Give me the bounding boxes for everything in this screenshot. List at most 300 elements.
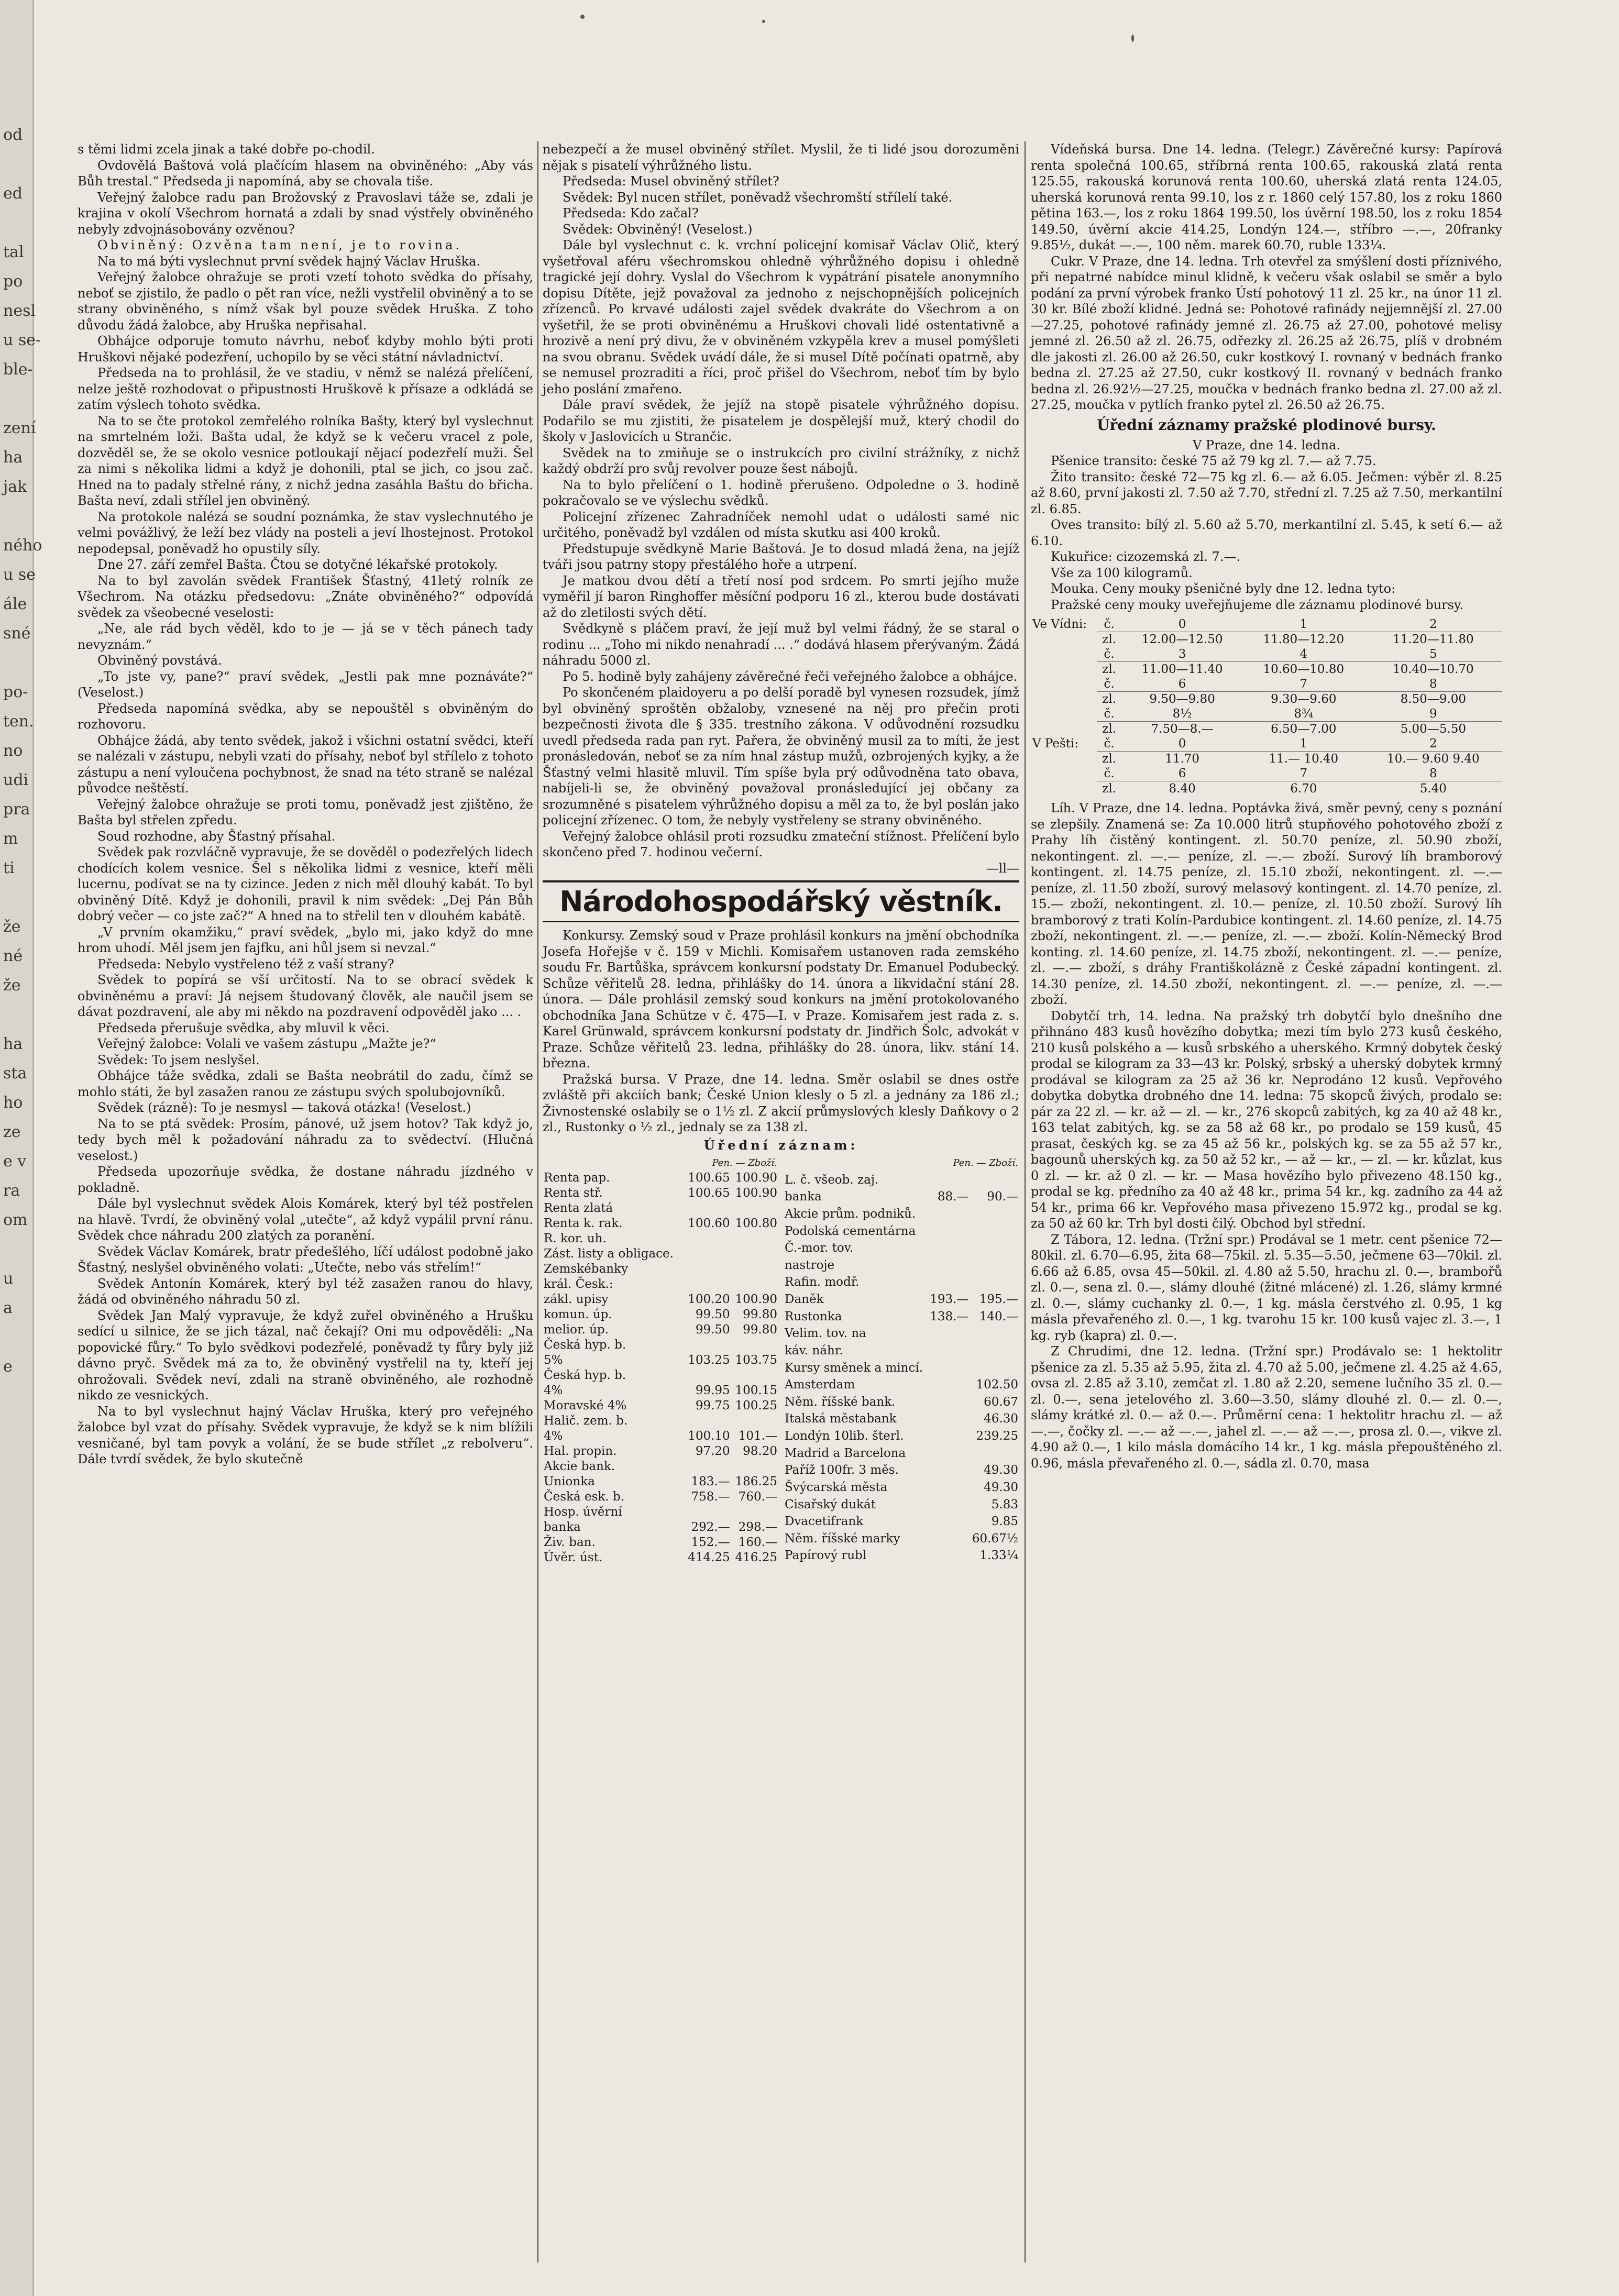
paragraph: Na to byl zavolán svědek František Šťastný, 41letý rolník ze Všechrom. Na otázku předsedovu: „Znáte obviněného?“ odpovídá svědek za všeobecné veselosti: bbox=[78, 573, 533, 620]
section-heading: Národohospodářský věstník. bbox=[543, 880, 1019, 922]
row-value: 9.85 bbox=[991, 1515, 1018, 1529]
row-value: 183.— bbox=[691, 1475, 730, 1488]
paragraph: Svědek: Obviněný! (Veselost.) bbox=[563, 222, 753, 237]
paragraph: Předseda: Nebylo vystřeleno též z vaší strany? bbox=[97, 956, 394, 972]
row-label: 4% bbox=[544, 1429, 563, 1443]
paragraph: Policejní zřízenec Zahradníček nemohl udat o události samé nic určitého, poněvadž byl vzdálen od místa skutku asi 400 kroků. bbox=[543, 509, 1019, 540]
row-label: Akcie prům. podniků. bbox=[785, 1207, 916, 1221]
row-value: 2 bbox=[1429, 617, 1437, 631]
row-value: 5.83 bbox=[991, 1497, 1018, 1511]
row-label: Dvacetifrank bbox=[785, 1515, 864, 1529]
row-value: 298.— bbox=[738, 1520, 777, 1534]
row-label: Italská městabank bbox=[785, 1412, 897, 1426]
row-value bbox=[970, 1446, 1019, 1463]
row-value: 11.70 bbox=[1121, 752, 1243, 767]
row-unit: č. bbox=[1104, 767, 1115, 780]
paragraph: Předseda na to prohlásil, že ve stadiu, v němž se nalézá přelíčení, nelze ještě rozhodovat o připustnosti Hruškově k přísaze a odkládá se zatím výslech tohoto svědka. bbox=[78, 366, 533, 412]
flour-row bbox=[1031, 692, 1502, 707]
quote-row bbox=[784, 1275, 1019, 1292]
paragraph: „V prvním okamžiku,“ praví svědek, „bylo mi, jako když do mne hrom uhodí. Měl jsem jen fajfku, ani hůl jsem si nevzal.“ bbox=[78, 924, 533, 955]
row-value: 5.00—5.50 bbox=[1364, 722, 1502, 737]
row-spacer bbox=[1031, 692, 1097, 707]
row-value bbox=[684, 1246, 731, 1262]
row-value: 6.70 bbox=[1243, 781, 1364, 797]
paragraph: Konkursy. Zemský soud v Praze prohlásil konkurs na jmění obchodníka Josefa Hořejše v č. 159 v Michli. Komisařem ustanoven rada zemského soudu Fr. Bartůška, správcem konkursní podstaty Dr. Emanuel Podubecký. Schůze věřitelů 28. ledna, přihlášky do 14. února a likvidační stání 28. února. — Dále prohlásil zemský soud konkurs na jmění protokolovaného obchodníka Jana Schütze v č. 475—I. v Praze. Komisařem jest rada z. s. Karel Grünwald, správcem konkursní podstaty dr. Jindřich Šolc, advokát v Praze. Schůze věřitelů 23. ledna, přihlášky do 28. února, likv. stání 14. března. bbox=[543, 928, 1019, 1070]
row-value: 11.20—11.80 bbox=[1364, 632, 1502, 647]
quote-row bbox=[784, 1446, 1019, 1463]
quote-row bbox=[784, 1241, 1019, 1258]
row-value bbox=[731, 1231, 778, 1246]
row-value: 760.— bbox=[738, 1490, 777, 1504]
row-label: Kursy směnek a mincí. bbox=[785, 1361, 923, 1375]
row-value: 100.65 bbox=[688, 1186, 730, 1200]
row-value bbox=[928, 1429, 970, 1446]
paragraph: Na to se ptá svědek: Prosím, pánové, už jsem hotov? Tak když jo, tedy bych měl k požadování náhradu za to svědectví. (Hlučná veselost.) bbox=[78, 1116, 533, 1163]
row-value: 758.— bbox=[691, 1490, 730, 1504]
quote-row bbox=[784, 1224, 1019, 1241]
row-value: 10.60—10.80 bbox=[1243, 662, 1364, 677]
row-value bbox=[970, 1241, 1019, 1258]
row-label: Madrid a Barcelona bbox=[785, 1446, 906, 1460]
row-label: zákl. upisy bbox=[544, 1293, 609, 1306]
adjacent-page-edge bbox=[0, 0, 42, 2296]
paragraph: Předstupuje svědkyně Marie Baštová. Je to dosud mladá žena, na jejíž tváři jsou patrny stopy přestálého hoře a utrpení. bbox=[543, 541, 1019, 572]
row-value: 7.50—8.— bbox=[1121, 722, 1243, 737]
row-label: R. kor. uh. bbox=[544, 1232, 607, 1245]
row-value bbox=[684, 1277, 731, 1292]
row-value: 60.67½ bbox=[972, 1531, 1018, 1546]
row-value: 414.25 bbox=[688, 1551, 730, 1564]
paragraph: Na to se čte protokol zemřelého rolníka Bašty, který byl vyslechnut na smrtelném loži. Bašta udal, že když se k večeru vracel z pole, dozvěděl se, že se okolo vesnice potloukají nějací podezřelí muži. Šel za nimi s několika lidmi a když je dohonili, ptal se jich, co jsou zač. Hned na to padaly střelné rány, z nichž jedna zasáhla Baštu do břicha. Bašta neví, zdali střílel jen obviněný. bbox=[78, 413, 533, 508]
paragraph: Předseda přerušuje svědka, aby mluvil k věci. bbox=[97, 1020, 390, 1035]
dateline: V Praze, dne 14. ledna. bbox=[1192, 437, 1341, 452]
row-unit: č. bbox=[1104, 677, 1115, 691]
row-value: 152.— bbox=[691, 1536, 730, 1549]
row-value bbox=[684, 1459, 731, 1474]
paragraph: Po skončeném plaidoyeru a po delší poradě byl vynesen rozsudek, jímž byl obviněný sproštěn obžaloby, vznesené na něj pro přečin proti bezpečnosti života dle § 335. trestního zákona. V odůvodnění rozsudku uvedl předseda rada pan ryt. Pařera, že obviněný musil za to míti, že jest pronásledován, neboť se za ním hnal zástup mužů, ozbrojených kyjky, a že Šťastný velmi hlasitě mluvil. Tím spíše byla prý odůvodněna tato obava, nabíjeli-li se, že obviněný považoval pronásledující jej občany za srozumněné s pisatelem výhrůžného dopisu a měl za to, že byl poslán jako policejní zřízenec. O tom, že nebyly vystřeleny se strany obviněného. bbox=[543, 685, 1019, 827]
paragraph: Vídeňská bursa. Dne 14. ledna. (Telegr.) Závěrečné kursy: Papírová renta společná 100.65, stříbrná renta 100.65, rakouská zlatá renta 125.55, rakouská korunová renta 100.60, uherská zlatá renta 124.05, uherská korunová renta 99.10, los z r. 1860 celý 157.80, los z roku 1860 pětina 163.—, los z roku 1864 199.50, los úvěrní 198.50, los z roku 1854 149.50, úvěrní akcie 414.25, Londýn 124.—, stříbro —.—, 20franky 9.85½, dukát —.—, 100 něm. marek 60.70, ruble 133¼. bbox=[1031, 142, 1502, 252]
quote-row bbox=[784, 1548, 1019, 1565]
row-value bbox=[684, 1414, 731, 1429]
paragraph: Obhájce žádá, aby tento svědek, jakož i všichni ostatní svědci, kteří se nalézali v zástupu, nebyli vzati do přísahy, neboť byl střílelo z tohoto zástupu a není vyloučena pochybnost, že snad na této straně se nalézal původce neštěstí. bbox=[78, 733, 533, 796]
row-value bbox=[731, 1459, 778, 1474]
quote-row bbox=[784, 1411, 1019, 1429]
row-spacer bbox=[1031, 677, 1097, 692]
row-value bbox=[731, 1277, 778, 1292]
flour-row bbox=[1031, 781, 1502, 797]
row-value: 2 bbox=[1429, 737, 1437, 750]
paragraph: Dále byl vyslechnut svědek Alois Komárek, který byl též postřelen na hlavě. Tvrdí, že obviněný volal „utečte“, až když vypálil první ránu. Svědek chce náhradu 200 zlatých za poranění. bbox=[78, 1196, 533, 1243]
paragraph: Oves transito: bílý zl. 5.60 až 5.70, merkantilní zl. 5.45, k setí 6.— až 6.10. bbox=[1031, 517, 1502, 548]
row-value bbox=[928, 1480, 970, 1497]
row-value: 1.33¼ bbox=[979, 1549, 1018, 1563]
row-label: Velim. tov. na bbox=[785, 1327, 866, 1341]
row-unit: zl. bbox=[1097, 722, 1121, 737]
row-value: 8¾ bbox=[1294, 707, 1314, 721]
row-value bbox=[928, 1343, 970, 1361]
row-value bbox=[928, 1548, 970, 1565]
budapest-label: V Pešti: bbox=[1032, 737, 1079, 751]
row-spacer bbox=[1031, 781, 1097, 797]
row-value: 100.10 bbox=[688, 1429, 730, 1443]
row-label: Č.-mor. tov. bbox=[785, 1241, 854, 1255]
quote-row bbox=[543, 1353, 778, 1368]
row-value: 138.— bbox=[930, 1309, 969, 1323]
row-value bbox=[970, 1173, 1019, 1190]
row-label: Česká hyp. b. bbox=[544, 1338, 626, 1352]
row-value: 88.— bbox=[937, 1190, 969, 1204]
row-label: Česká hyp. b. bbox=[544, 1368, 626, 1382]
vienna-label: Ve Vídni: bbox=[1032, 617, 1087, 632]
paragraph: Na to byl vyslechnut hajný Václav Hruška, který pro veřejného žalobce byl vzat do přísahy. Svědek vypravuje, že když se k nim blížili vesničané, byl tam povyk a volání, že se bude střílet „z rebolveru“. Dále tvrdí svědek, že bylo skutečně bbox=[78, 1404, 533, 1466]
row-value: 49.30 bbox=[984, 1480, 1018, 1494]
row-value bbox=[684, 1231, 731, 1246]
row-value: 102.50 bbox=[976, 1378, 1018, 1392]
row-spacer bbox=[1031, 662, 1097, 677]
column-3 bbox=[1031, 141, 1502, 2262]
row-label: Renta zlatá bbox=[544, 1201, 613, 1215]
column-rule bbox=[537, 141, 538, 2262]
row-value bbox=[970, 1224, 1019, 1241]
row-value: 6.50—7.00 bbox=[1243, 722, 1364, 737]
row-value bbox=[970, 1343, 1019, 1361]
row-label: Daněk bbox=[785, 1293, 824, 1306]
row-value: 99.50 bbox=[695, 1323, 730, 1337]
quote-row bbox=[543, 1368, 778, 1383]
paragraph: Obhájce táže svědka, zdali se Bašta neobrátil do zadu, čímž se mohlo státi, že byl zasažen ranou ze zástupu svých spolubojovníků. bbox=[78, 1068, 533, 1099]
paragraph: Soud rozhodne, aby Šťastný přísahal. bbox=[97, 829, 336, 844]
row-unit: zl. bbox=[1097, 662, 1121, 677]
paragraph: Z Tábora, 12. ledna. (Tržní spr.) Prodával se 1 metr. cent pšenice 72—80kil. zl. 6.70—6.95, žita 68—75kil. zl. 5.35—5.50, ječmene 63—70kil. zl. 6.66 až 6.85, ovsa 45—50kil. zl. 4.80 až 5.50, hrachu zl. 0.—, brambořů zl. 0.—, sena zl. 0.—, slámy dlouhé (žitné mlácené) zl. 1.26, slámy krmné zl. 0.—, slámy cuchanky zl. 0.—, 1 kg. másla čerstvého zl. 0.95, 1 kg másla převařeného zl. 0.—, 1 kg. tvarohu 15 kr. 100 kusů vajec zl. 3.—, 1 kg. ryb (kapra) zl. 0.—. bbox=[1031, 1232, 1502, 1343]
quote-row bbox=[784, 1531, 1019, 1549]
row-value: 416.25 bbox=[735, 1551, 777, 1564]
row-value: 99.80 bbox=[743, 1323, 777, 1337]
row-value bbox=[731, 1505, 778, 1520]
quote-row bbox=[784, 1497, 1019, 1515]
row-value bbox=[928, 1361, 970, 1378]
row-value: 160.— bbox=[738, 1536, 777, 1549]
quote-row bbox=[543, 1216, 778, 1231]
row-value: 9 bbox=[1429, 707, 1437, 721]
row-label: komun. úp. bbox=[544, 1308, 612, 1321]
row-unit: č. bbox=[1104, 617, 1115, 631]
paragraph: Veřejný žalobce: Volali ve vašem zástupu „Mažte je?“ bbox=[97, 1036, 436, 1051]
row-spacer bbox=[1031, 766, 1097, 781]
row-value: 99.80 bbox=[743, 1308, 777, 1321]
row-spacer bbox=[1031, 647, 1097, 662]
quote-row bbox=[543, 1201, 778, 1216]
quotes-table-left bbox=[543, 1155, 778, 1565]
quote-row bbox=[543, 1186, 778, 1201]
row-label: Paříž 100fr. 3 měs. bbox=[785, 1463, 899, 1477]
paragraph: Na to má býti vyslechnut první svědek hajný Václav Hruška. bbox=[97, 253, 481, 269]
row-label: Unionka bbox=[544, 1475, 595, 1488]
paragraph: s těmi lidmi zcela jinak a také dobře po-chodil. bbox=[78, 142, 375, 157]
paragraph: Svědek to popírá se vší určitostí. Na to se obrací svědek k obviněnému a praví: Já nejsem študovaný člověk, ale naučil jsem se dávat pozdravení, ale aby mi někdo na pozdravení odpověděl jako ... . bbox=[78, 973, 533, 1019]
row-label: Renta stř. bbox=[544, 1186, 603, 1200]
row-value bbox=[731, 1201, 778, 1216]
row-value bbox=[928, 1224, 970, 1241]
row-label: banka bbox=[785, 1190, 822, 1204]
row-label: L. č. všeob. zaj. bbox=[785, 1173, 879, 1187]
row-value: 9.50—9.80 bbox=[1121, 692, 1243, 707]
row-label: Něm. říšské marky bbox=[785, 1531, 900, 1546]
row-value bbox=[928, 1514, 970, 1531]
paragraph: Mouka. Ceny mouky pšeničné byly dne 12. ledna tyto: bbox=[1051, 581, 1396, 596]
quote-row bbox=[543, 1474, 778, 1489]
quote-row bbox=[784, 1480, 1019, 1497]
row-value: 8 bbox=[1429, 677, 1437, 691]
row-value: 6 bbox=[1178, 767, 1186, 780]
quote-row bbox=[543, 1262, 778, 1277]
quotes-tables bbox=[543, 1155, 1019, 1565]
row-value bbox=[684, 1368, 731, 1383]
speck bbox=[580, 15, 585, 19]
row-value: 12.00—12.50 bbox=[1121, 632, 1243, 647]
row-label: Moravské 4% bbox=[544, 1399, 627, 1412]
row-value: 100.90 bbox=[735, 1186, 777, 1200]
row-value: 97.20 bbox=[695, 1444, 730, 1458]
column-2 bbox=[543, 141, 1019, 2262]
paragraph: Předseda: Kdo začal? bbox=[563, 206, 699, 220]
row-value: 8 bbox=[1429, 767, 1437, 780]
flour-row bbox=[1031, 707, 1502, 722]
row-unit: č. bbox=[1104, 647, 1115, 661]
row-value bbox=[928, 1463, 970, 1480]
quote-row bbox=[784, 1361, 1019, 1378]
quotes-table-title: Úřední záznam: bbox=[703, 1137, 858, 1153]
row-label: 5% bbox=[544, 1353, 563, 1367]
row-value: 4 bbox=[1299, 647, 1308, 661]
paragraph: Svědek Václav Komárek, bratr předešlého, líčí událost podobně jako Šťastný, neslyšel obviněného volati: „Utečte, nebo vás střelím!“ bbox=[78, 1244, 533, 1275]
paragraph: Na to bylo přelíčení o 1. hodině přerušeno. Odpoledne o 3. hodině pokračovalo se ve výslechu svědků. bbox=[543, 477, 1019, 508]
row-value: 3 bbox=[1178, 647, 1186, 661]
quote-row bbox=[784, 1514, 1019, 1531]
paragraph: Svědek: Byl nucen střílet, poněvadž všechromští střílelí také. bbox=[563, 190, 953, 205]
paragraph: „Ne, ale rád bych věděl, kdo to je — já se v těch pánech tady nevyznám.“ bbox=[78, 621, 533, 652]
row-value: 11.— 10.40 bbox=[1243, 752, 1364, 767]
row-value: 6 bbox=[1178, 677, 1186, 691]
row-label: Švýcarská města bbox=[785, 1480, 888, 1494]
speck bbox=[1131, 35, 1134, 42]
row-value: 99.75 bbox=[695, 1399, 730, 1412]
quote-row bbox=[543, 1429, 778, 1444]
row-value bbox=[928, 1275, 970, 1292]
paragraph: Cukr. V Praze, dne 14. ledna. Trh otevřel za smýšlení dosti příznivého, při nepatrné nabídce minul klidně, k večeru však oslabil se směr a bylo podání za první výrobek franko Ústí pohotový 11 zl. 25 kr., na únor 11 zl. 30 kr. Bílé zboží klidné. Jedná se: Pohotové rafinády nejjemnější zl. 27.00—27.25, pohotové rafinády jemné zl. 26.75 až 27.00, pohotové melisy jemné zl. 26.50 až zl. 26.75, odřezky zl. 26.25 až 26.75, plíš v drobném dle jakosti zl. 26.00 až 26.50, cukr kostkový I. rovnaný v bednách franko bedna zl. 27.25 až 27.50, cukr kostkový II. rovnaný v bednách franko bedna zl. 26.92½—27.25, moučka v bednách franko bedna zl. 27.00 až zl. 27.25, moučka v pytlích franko pytel zl. 26.50 až 26.75. bbox=[1031, 253, 1502, 412]
paragraph: Svědek (rázně): To je nesmysl — taková otázka! (Veselost.) bbox=[97, 1100, 471, 1115]
paragraph: Dobytčí trh, 14. ledna. Na pražský trh dobytčí bylo dnešního dne přihnáno 483 kusů hovězího dobytka; mezi tím bylo 273 kusů českého, 210 kusů polského a — kusů srbského a uherského. Krmný dobytek český prodal se kilogram za 33—43 kr. Polský, srbský a uherský dobytek krmný prodával se kilogram za 25 až 36 kr. Neprodáno 12 kusů. Vepřového dobytka dobytka drobného dne 14. ledna: 75 skopců živých, prodalo se: pár za 22 zl. — kr. až — zl. — kr., 276 skopců zabitých, kg za 40 až 48 kr., 163 telat zabitých, kg. se za 58 až 68 kr., po prodalo se 159 kusů, 45 prasat, českých kg. se za 45 až 56 kr., polských kg. se za 55 až 57 kr., bagounů uherských kg. za 50 až 52 kr., — až — kr., — zl. — kr. kůzlat, kus 0 zl. — kr. až 0 zl. — kr. — Masa hovězího bylo přivezeno 48.150 kg., prodal se kg. předního za 40 až 48 kr., prima 54 kr., kg. zadního za 44 až 54 kr., prima 66 kr. Vepřového masa přivezeno 15.972 kg., prodal se kg. za 50 až 60 kr. Trh byl dosti čilý. Obchod byl střední. bbox=[1031, 1008, 1502, 1231]
row-label: Cisařský dukát bbox=[785, 1497, 876, 1511]
row-value: 1 bbox=[1299, 617, 1308, 631]
row-value bbox=[928, 1411, 970, 1429]
row-label: Londýn 10lib. šterl. bbox=[785, 1429, 904, 1443]
row-unit: zl. bbox=[1097, 781, 1121, 797]
row-label: Zást. listy a obligace. bbox=[544, 1247, 674, 1261]
row-label: Zemskébanky bbox=[544, 1262, 628, 1276]
quote-row bbox=[784, 1463, 1019, 1480]
row-label: Halič. zem. b. bbox=[544, 1414, 628, 1428]
row-value: 100.90 bbox=[735, 1293, 777, 1306]
quote-row bbox=[784, 1173, 1019, 1190]
row-value bbox=[970, 1361, 1019, 1378]
quote-row bbox=[543, 1459, 778, 1474]
row-spacer bbox=[1031, 707, 1097, 722]
row-value bbox=[731, 1368, 778, 1383]
row-value: 292.— bbox=[691, 1520, 730, 1534]
row-label: Podolská cementárna bbox=[785, 1224, 916, 1238]
row-label: Amsterdam bbox=[785, 1378, 855, 1392]
paragraph: Vše za 100 kilogramů. bbox=[1051, 565, 1193, 580]
paragraph: Pražské ceny mouky uveřejňujeme dle záznamu plodinové bursy. bbox=[1051, 597, 1463, 612]
flour-row bbox=[1031, 766, 1502, 781]
row-value: 10.— 9.60 9.40 bbox=[1364, 752, 1502, 767]
row-value: 9.30—9.60 bbox=[1243, 692, 1364, 707]
quote-row bbox=[543, 1307, 778, 1322]
quotes-header: Pen. — Zboží. bbox=[712, 1157, 777, 1168]
row-label: Renta pap. bbox=[544, 1171, 610, 1185]
row-value: 103.75 bbox=[735, 1353, 777, 1367]
paragraph: nebezpečí a že musel obviněný střílet. Myslil, že ti lidé jsou dorozuměni nějak s pisatelí výhrůžného listu. bbox=[543, 142, 1019, 173]
row-value: 98.20 bbox=[743, 1444, 777, 1458]
quotes-table-right bbox=[784, 1155, 1019, 1565]
row-value bbox=[970, 1326, 1019, 1343]
flour-row bbox=[1031, 722, 1502, 737]
paragraph: Veřejný žalobce ohlásil proti rozsudku zmateční stížnost. Přelíčení bylo skončeno před 7. hodinou večerní. bbox=[543, 829, 1019, 859]
quote-row bbox=[543, 1520, 778, 1535]
paragraph: Žito transito: české 72—75 kg zl. 6.— až 6.05. Ječmen: výběr zl. 8.25 až 8.60, první jakosti zl. 7.50 až 7.70, střední zl. 7.25 až 7.50, merkantilní zl. 6.85. bbox=[1031, 469, 1502, 516]
row-value bbox=[970, 1275, 1019, 1292]
row-value: 100.80 bbox=[735, 1217, 777, 1230]
row-spacer bbox=[1031, 752, 1097, 767]
quotes-header: Pen. — Zboží. bbox=[953, 1157, 1018, 1168]
paragraph: Svědek Antonín Komárek, který byl též zasažen ranou do hlavy, žádá od obviněného náhradu 50 zl. bbox=[78, 1276, 533, 1307]
row-value bbox=[928, 1173, 970, 1190]
paragraph: Předseda napomíná svědka, aby se nepouštěl s obviněným do rozhovoru. bbox=[78, 701, 533, 732]
paragraph: Ovdovělá Baštová volá plačícím hlasem na obviněného: „Aby vás Bůh trestal.“ Předseda ji napomíná, aby se chovala tiše. bbox=[78, 158, 533, 189]
row-value: 100.90 bbox=[735, 1171, 777, 1185]
quote-row bbox=[543, 1171, 778, 1186]
row-value: 11.00—11.40 bbox=[1121, 662, 1243, 677]
paragraph: Pražská bursa. V Praze, dne 14. ledna. Směr oslabil se dnes ostře zvláště při akciích bank; České Union klesly o 5 zl. a jednány za 186 zl.; Živnostenské oslabily se o 1½ zl. Z akcií průmyslových klesly Daňkovy o 2 zl., Rustonky o ½ zl., jednaly se za 138 zl. bbox=[543, 1072, 1019, 1134]
row-value bbox=[731, 1262, 778, 1277]
paragraph: Veřejný žalobce radu pan Brožovský z Pravoslavi táže se, zdali je krajina v okolí Všechrom hornatá a zdali by snad výstřely obviněného nebyly zdvojnásobovány ozvěnou? bbox=[78, 190, 533, 237]
row-label: 4% bbox=[544, 1384, 563, 1397]
quote-row bbox=[543, 1550, 778, 1565]
paragraph: Obviněný: Ozvěna tam není, je to rovina. bbox=[97, 238, 462, 252]
row-label: král. Česk.: bbox=[544, 1277, 613, 1291]
row-value bbox=[928, 1326, 970, 1343]
flour-row bbox=[1031, 752, 1502, 767]
paragraph: Svědek pak rozvláčně vypravuje, že se dověděl o podezřelých lidech chodících kolem vesnice. Šel s několika lidmi z vesnice, kteří měli lucernu, podívat se na ty cizince. Jeden z nich měl dlouhý kabát. To byl obviněný Dítě. Když je dohonili, pravil k nim svědek: „Dej Pán Bůh dobrý večer — co jste zač?“ A hned na to střelil ten v dlouhém kabátě. bbox=[78, 845, 533, 923]
quote-row bbox=[543, 1398, 778, 1414]
row-value: 5 bbox=[1429, 647, 1437, 661]
paragraph: Z Chrudimi, dne 12. ledna. (Tržní spr.) Prodávalo se: 1 hektolitr pšenice za zl. 5.35 až 5.95, žita zl. 4.70 až 5.00, ječmene zl. 4.25 až 4.65, ovsa zl. 2.85 až 3.10, zemčat zl. 1.80 až 2.20, semene lučního 35 zl. 0.— zl. 0.—, sena jetelového zl. 3.60—3.50, slámy dlouhé zl. 0.— zl. 0.—, slámy krátké zl. 0.— až 0.—. Průměrní cena: 1 hektolitr hrachu zl. — až —.—, čočky zl. —.— až —.—, jahel zl. —.— až —.—, prosa zl. 0.—, vikve zl. 4.90 až 0.—, 1 kilo másla domácího 14 kr., 1 kg. másla přepouštěného zl. 0.96, másla převařeného zl. 0.—, sádla zl. 0.70, masa bbox=[1031, 1344, 1502, 1471]
paragraph: „To jste vy, pane?“ praví svědek, „Jestli pak mne poznáváte?“ (Veselost.) bbox=[78, 669, 533, 700]
row-value: 140.— bbox=[979, 1309, 1018, 1323]
row-value: 100.15 bbox=[735, 1384, 777, 1397]
quote-row bbox=[543, 1231, 778, 1246]
quote-row bbox=[543, 1489, 778, 1505]
row-value bbox=[928, 1395, 970, 1412]
row-value: 8½ bbox=[1172, 707, 1192, 721]
row-value bbox=[731, 1246, 778, 1262]
row-value: 100.65 bbox=[688, 1171, 730, 1185]
paragraph: Veřejný žalobce ohražuje se proti vzetí tohoto svědka do přísahy, neboť se zjistilo, že padlo o pět ran více, nežli vystřelil obviněný a to se strany obviněného, s nímž však byl pouze svědek Hruška. Z toho důvodu žádá žalobce, aby Hruška nepřisahal. bbox=[78, 270, 533, 333]
row-label: Hosp. úvěrní bbox=[544, 1505, 622, 1519]
row-value bbox=[928, 1531, 970, 1549]
row-label: káv. náhr. bbox=[785, 1343, 843, 1357]
row-value: 100.60 bbox=[688, 1217, 730, 1230]
paragraph: Svědkyně s pláčem praví, že její muž byl velmi řádný, že se staral o rodinu ... „Toho mi nikdo nenahradí ... .“ dodává hlasem přerývaným. Žádá náhradu 5000 zl. bbox=[543, 621, 1019, 668]
paragraph: Dále byl vyslechnut c. k. vrchní policejní komisař Václav Olič, který vyšetřoval aféru všechromskou ohledně výhrůžného dopisu i ohledně tragické její dohry. Vyslal do Všechrom k vypátrání pisatele anonymního dopisu Dítěte, jejž považoval za jednoho z nejschopnějších policejních zřízenců. Po krvavé události zajel svědek dvakráte do Všechrom a on vyšetřil, že se proti obviněnému a Hruškovi chovali lidé ostentativně a hrozivě a není prý divu, že v obviněném vzkypěla krev a musel pomýšleti na svou obranu. Svědek uvádí dále, že si musel Dítě počínati opatrně, aby se nemusel prozraditi a říci, proč přišel do Všechrom, neboť tím by bylo jeho poslání zmařeno. bbox=[543, 238, 1019, 396]
row-value: 46.30 bbox=[984, 1412, 1018, 1426]
row-label: Akcie bank. bbox=[544, 1460, 615, 1473]
adjacent-page-fragments: od ed tal po nesl u se- ble- zení ha jak ného u se ále sné po- ten. no udi pra m ti že né že ha sta ho ze e v ra om u a e bbox=[3, 126, 42, 1376]
paragraph: Kukuřice: cizozemská zl. 7.—. bbox=[1051, 549, 1241, 564]
row-value: 1 bbox=[1299, 737, 1308, 750]
row-value: 7 bbox=[1299, 677, 1308, 691]
quote-row bbox=[784, 1207, 1019, 1224]
row-value: 5.40 bbox=[1364, 781, 1502, 797]
quote-row bbox=[784, 1377, 1019, 1395]
paragraph: Dále praví svědek, že jejíž na stopě pisatele výhrůžného dopisu. Podařilo se mu zjistiti, že pisatelem je dospělejší muž, který chodil do školy v Jaslovicích u Strančic. bbox=[543, 398, 1019, 444]
row-unit: zl. bbox=[1097, 632, 1121, 647]
row-spacer bbox=[1031, 632, 1097, 647]
row-label: Renta k. rak. bbox=[544, 1217, 623, 1230]
row-label: Rustonka bbox=[785, 1309, 842, 1323]
row-label: Rafin. modř. bbox=[785, 1275, 860, 1289]
row-value bbox=[928, 1241, 970, 1258]
row-value: 100.25 bbox=[735, 1399, 777, 1412]
quote-row bbox=[784, 1429, 1019, 1446]
row-spacer bbox=[1031, 722, 1097, 737]
row-value bbox=[970, 1207, 1019, 1224]
paragraph: Svědek Jan Malý vypravuje, že když zuřel obviněného a Hrušku sedící u silnice, že se jich tázal, nač čekají? Oni mu odpověděli: „Na popovické fůry.“ To bylo svědkovi podezřelé, poněvadž ty fůry byly již dávno pryč. Svědek má za to, že obviněný vystřelil na ty, kteří jej ohrožovali. Svědek neví, zdali na straně obviněného, ale rozhodně nikdo ze vesnických. bbox=[78, 1308, 533, 1403]
paragraph: Svědek na to zmiňuje se o instrukcích pro civilní strážníky, z nichž každý obdrží pro svůj revolver pouze šest nábojů. bbox=[543, 445, 1019, 476]
paragraph: Obhájce odporuje tomuto návrhu, neboť kdyby mohlo býti proti Hruškovi nějaké podezření, uchopilo by se věci státní návladnictví. bbox=[78, 334, 533, 365]
row-value: 239.25 bbox=[976, 1429, 1018, 1443]
quote-row bbox=[784, 1189, 1019, 1207]
row-value bbox=[928, 1497, 970, 1515]
flour-row bbox=[1031, 662, 1502, 677]
row-value: 193.— bbox=[930, 1293, 969, 1306]
paragraph: Pšenice transito: české 75 až 79 kg zl. 7.— až 7.75. bbox=[1051, 454, 1376, 468]
row-unit: č. bbox=[1104, 737, 1115, 750]
flour-price-table bbox=[1031, 617, 1502, 796]
quote-row bbox=[543, 1338, 778, 1353]
quote-row bbox=[543, 1246, 778, 1262]
paragraph: Předseda: Musel obviněný střílet? bbox=[563, 174, 779, 189]
row-unit: č. bbox=[1104, 707, 1115, 721]
row-label: Hal. propin. bbox=[544, 1444, 617, 1458]
row-label: Něm. říšské bank. bbox=[785, 1395, 896, 1409]
flour-row bbox=[1031, 632, 1502, 647]
row-value: 100.20 bbox=[688, 1293, 730, 1306]
column-rule bbox=[1025, 141, 1026, 2262]
row-value: 103.25 bbox=[688, 1353, 730, 1367]
paragraph: Svědek: To jsem neslyšel. bbox=[97, 1052, 260, 1067]
row-value: 49.30 bbox=[984, 1463, 1018, 1477]
flour-row bbox=[1031, 677, 1502, 692]
row-value bbox=[970, 1258, 1019, 1275]
flour-row bbox=[1031, 617, 1502, 632]
row-value: 8.50—9.00 bbox=[1364, 692, 1502, 707]
quote-row bbox=[543, 1414, 778, 1429]
quote-row bbox=[543, 1277, 778, 1292]
paragraph: Po 5. hodině byly zahájeny závěrečné řeči veřejného žalobce a obhájce. bbox=[563, 669, 1018, 684]
row-value: 0 bbox=[1178, 617, 1186, 631]
quote-row bbox=[543, 1322, 778, 1338]
